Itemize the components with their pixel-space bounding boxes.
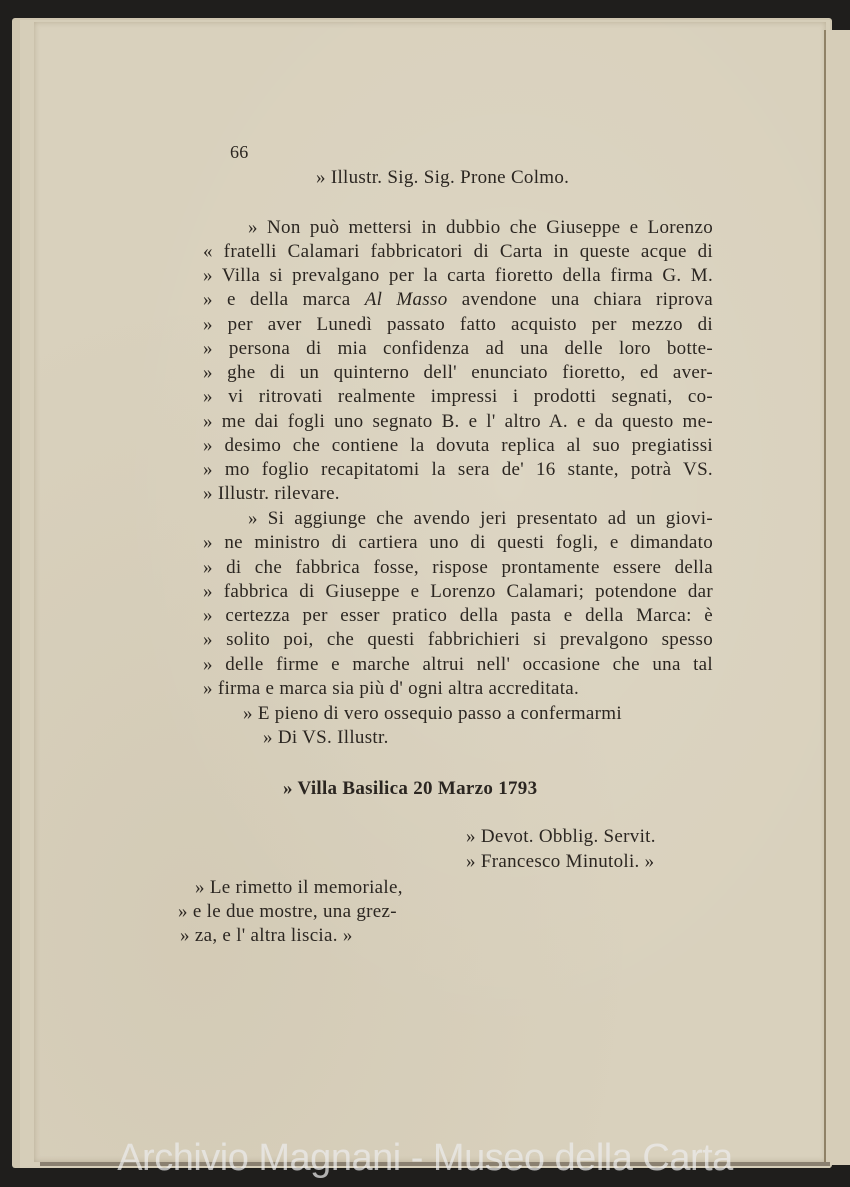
body-line: [203, 289, 713, 311]
postscript-line: » e le due mostre, una grez-: [178, 901, 397, 922]
body-line: » Non può mettersi in dubbio che Giuseppe e Lorenzo: [248, 217, 713, 238]
body-line: « fratelli Calamari fabbricatori di Carta in queste acque di: [203, 241, 713, 262]
body-line: » ne ministro di cartiera uno di questi fogli, e dimandato: [203, 532, 713, 553]
body-line: » mo foglio recapitatomi la sera de' 16 stante, potrà VS.: [203, 459, 713, 480]
body-line: » di che fabbrica fosse, rispose prontamente essere della: [203, 557, 713, 578]
body-line: » Illustr. rilevare.: [203, 483, 340, 504]
page-number: 66: [230, 142, 249, 162]
body-line: » fabbrica di Giuseppe e Lorenzo Calamari; potendone dar: [203, 581, 713, 602]
body-line: » me dai fogli uno segnato B. e l' altro A. e da questo me-: [203, 411, 713, 432]
letter-salutation: » Illustr. Sig. Sig. Prone Colmo.: [316, 167, 570, 188]
body-line: » firma e marca sia più d' ogni altra accreditata.: [203, 678, 580, 699]
body-line: » vi ritrovati realmente impressi i prodotti segnati, co-: [203, 386, 713, 407]
body-line: » ghe di un quinterno dell' enunciato fioretto, ed aver-: [203, 362, 713, 383]
closing-line: » E pieno di vero ossequio passo a confermarmi: [243, 703, 622, 724]
signature-line: » Devot. Obblig. Servit.: [466, 826, 656, 847]
body-line: » persona di mia confidenza ad una delle loro botte-: [203, 338, 713, 359]
body-line: » Si aggiunge che avendo jeri presentato ad un giovi-: [248, 508, 713, 529]
postscript-line: » za, e l' altra liscia. »: [180, 925, 353, 946]
body-line: » desimo che contiene la dovuta replica al suo pregiatissi: [203, 435, 713, 456]
body-line: » Villa si prevalgano per la carta fioretto della firma G. M.: [203, 265, 713, 286]
mark-name: Al Masso: [364, 289, 448, 310]
closing-line: » Di VS. Illustr.: [263, 727, 389, 748]
signature-name: » Francesco Minutoli. »: [466, 851, 655, 872]
body-line: » certezza per esser pratico della pasta e della Marca: è: [203, 605, 713, 626]
body-text: avendone una chiara riprova: [447, 289, 714, 310]
body-line: » solito poi, che questi fabbrichieri si prevalgono spesso: [203, 629, 713, 650]
archive-watermark: Archivio Magnani - Museo della Carta: [117, 1137, 733, 1179]
body-line: » per aver Lunedì passato fatto acquisto per mezzo di: [203, 314, 713, 335]
body-text: » e della marca: [203, 289, 365, 310]
postscript-line: » Le rimetto il memoriale,: [195, 877, 403, 898]
body-line: » delle firme e marche altrui nell' occasione che una tal: [203, 654, 713, 675]
date-line: » Villa Basilica 20 Marzo 1793: [283, 778, 538, 799]
